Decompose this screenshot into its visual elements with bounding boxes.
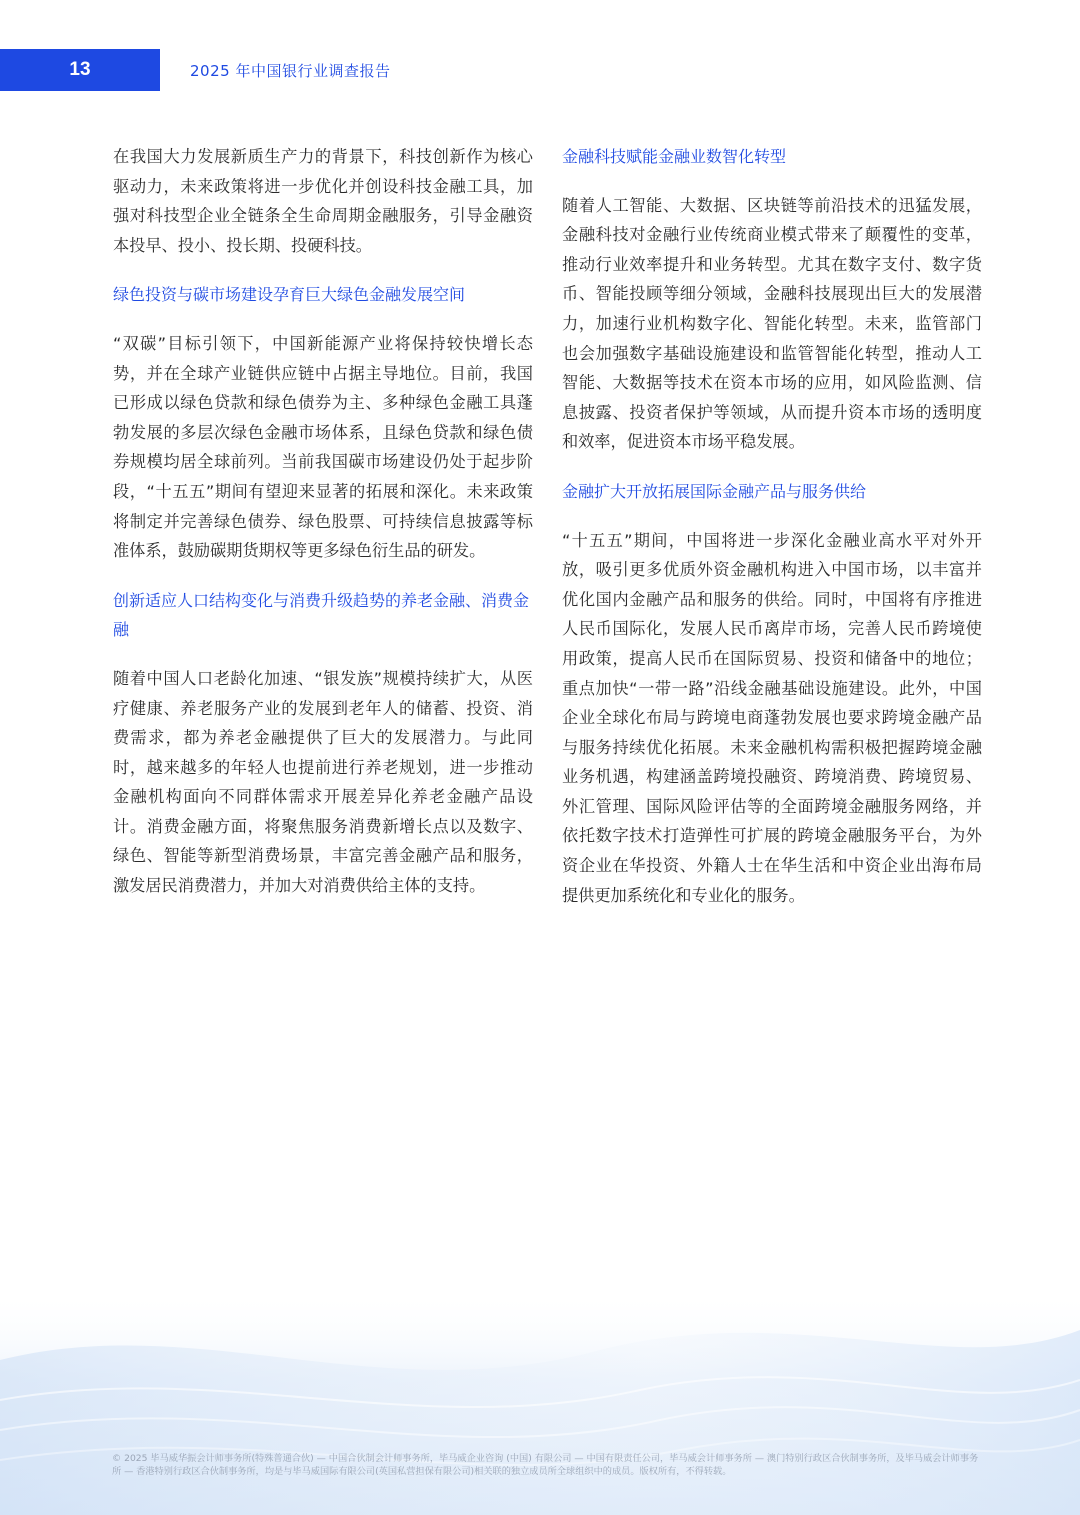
page-number: 13 (69, 59, 91, 80)
section-heading-green-finance: 绿色投资与碳市场建设孕育巨大绿色金融发展空间 (113, 285, 466, 305)
right-column (562, 142, 982, 930)
report-title: 2025 年中国银行业调查报告 (190, 62, 391, 80)
section-heading-opening-up: 金融扩大开放拓展国际金融产品与服务供给 (562, 481, 867, 501)
footer-copyright: © 2025 毕马威华振会计师事务所(特殊普通合伙) — 中国合伙制会计师事务所，毕马威企业咨询 (中国) 有限公司 — 中国有限责任公司，毕马威会计师事务所 — 澳门特别行政区合伙制事务所，及毕马威会计师事务所 — 香港特别行政区合伙制事务所，均是与毕马威国际有限公司(英国私营担保有限公司)相关联的独立成员所全球组织中的成员。版权所有，不得转载。 (112, 1453, 979, 1477)
section-body-fintech: 随着人工智能、大数据、区块链等前沿技术的迅猛发展，金融科技对金融行业传统商业模式带来了颠覆性的变革，推动行业效率提升和业务转型。尤其在数字支付、数字货币、智能投顾等细分领域，金融科技展现出巨大的发展潜力，加速行业机构数字化、智能化转型。未来，监管部门也会加强数字基础设施建设和监管智能化转型，推动人工智能、大数据等技术在资本市场的应用，如风险监测、信息披露、投资者保护等领域，从而提升资本市场的透明度和效率，促进资本市场平稳发展。 (562, 195, 982, 452)
section-body-pension-consumer-finance: 随着中国人口老龄化加速、“银发族”规模持续扩大，从医疗健康、养老服务产业的发展到老年人的储蓄、投资、消费需求，都为养老金融提供了巨大的发展潜力。与此同时，越来越多的年轻人也提前进行养老规划，进一步推动金融机构面向不同群体需求开展差异化养老金融产品设计。消费金融方面，将聚焦服务消费新增长点以及数字、绿色、智能等新型消费场景，丰富完善金融产品和服务，激发居民消费潜力，并加大对消费供给主体的支持。 (113, 668, 533, 896)
left-column (113, 142, 533, 921)
page-number-tab (0, 49, 160, 91)
section-heading-pension-consumer-finance: 创新适应人口结构变化与消费升级趋势的养老金融、消费金融 (113, 590, 530, 640)
section-heading-fintech: 金融科技赋能金融业数智化转型 (562, 147, 787, 166)
decorative-wave-background (0, 1290, 1080, 1515)
intro-paragraph: 在我国大力发展新质生产力的背景下，科技创新作为核心驱动力，未来政策将进一步优化并创设科技金融工具，加强对科技型企业全链条全生命周期金融服务，引导金融资本投早、投小、投长期、投硬科技。 (113, 147, 533, 255)
section-body-green-finance: “双碳”目标引领下，中国新能源产业将保持较快增长态势，并在全球产业链供应链中占据主导地位。目前，我国已形成以绿色贷款和绿色债券为主、多种绿色金融工具蓬勃发展的多层次绿色金融市场体系，且绿色贷款和绿色债券规模均居全球前列。当前我国碳市场建设仍处于起步阶段，“十五五”期间有望迎来显著的拓展和深化。未来政策将制定并完善绿色债券、绿色股票、可持续信息披露等标准体系，鼓励碳期货期权等更多绿色衍生品的研发。 (113, 333, 533, 561)
section-body-opening-up: “十五五”期间，中国将进一步深化金融业高水平对外开放，吸引更多优质外资金融机构进入中国市场，以丰富并优化国内金融产品和服务的供给。同时，中国将有序推进人民币国际化，发展人民币离岸市场，完善人民币跨境使用政策，提高人民币在国际贸易、投资和储备中的地位；重点加快“一带一路”沿线金融基础设施建设。此外，中国企业全球化布局与跨境电商蓬勃发展也要求跨境金融产品与服务持续优化拓展。未来金融机构需积极把握跨境金融业务机遇，构建涵盖跨境投融资、跨境消费、跨境贸易、外汇管理、国际风险评估等的全面跨境金融服务网络，并依托数字技术打造弹性可扩展的跨境金融服务平台，为外资企业在华投资、外籍人士在华生活和中资企业出海布局提供更加系统化和专业化的服务。 (562, 530, 982, 905)
